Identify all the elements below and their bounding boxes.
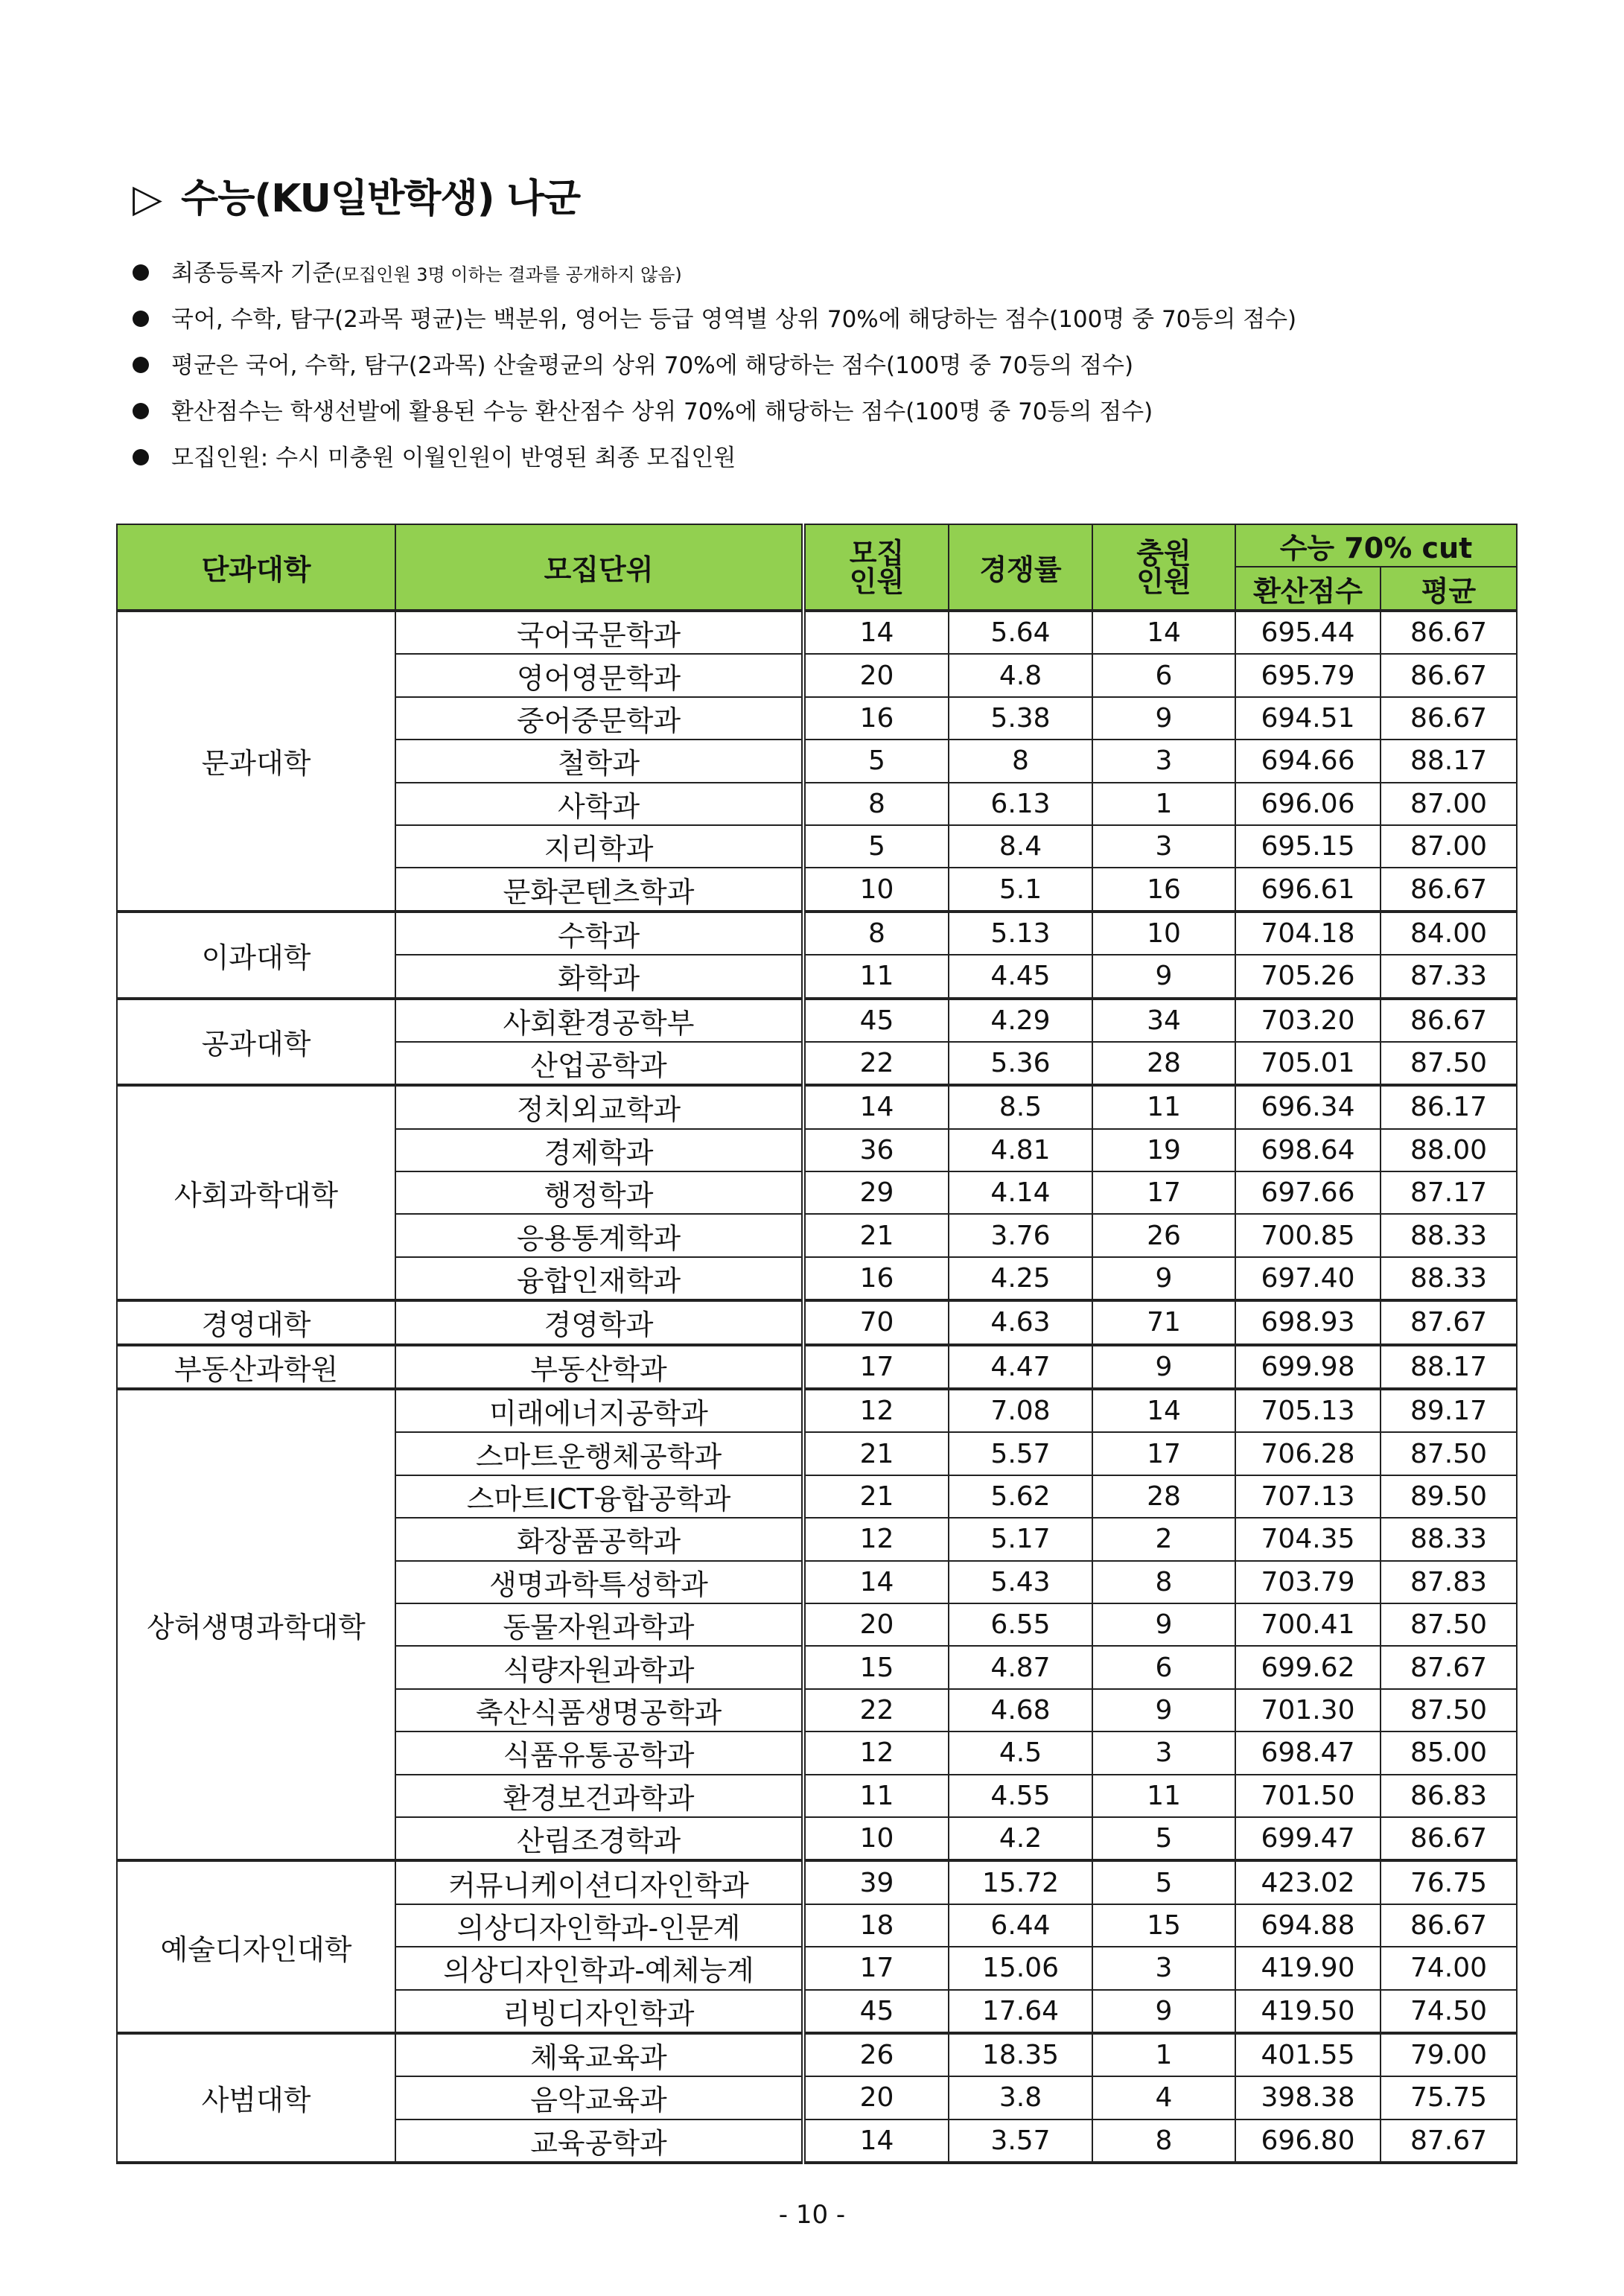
- quota-cell: 26: [803, 2033, 949, 2076]
- header-dept: 모집단위: [395, 524, 803, 611]
- table-header: [117, 524, 1517, 611]
- quota-cell: 70: [803, 1300, 949, 1344]
- quota-cell: 17: [803, 1947, 949, 1989]
- college-cell: 사회과학대학: [117, 1085, 395, 1300]
- dept-cell: 경제학과: [395, 1129, 803, 1171]
- college-cell: 상허생명과학대학: [117, 1389, 395, 1860]
- avg-cell: 86.67: [1381, 999, 1517, 1042]
- rate-cell: 4.14: [949, 1171, 1092, 1214]
- filled-cell: 3: [1092, 825, 1235, 868]
- dept-cell: 응용통계학과: [395, 1214, 803, 1256]
- dept-cell: 축산식품생명공학과: [395, 1689, 803, 1731]
- avg-cell: 88.33: [1381, 1214, 1517, 1256]
- quota-cell: 20: [803, 2076, 949, 2119]
- quota-cell: 39: [803, 1860, 949, 1904]
- quota-cell: 36: [803, 1129, 949, 1171]
- score-cell: 703.20: [1235, 999, 1381, 1042]
- dept-cell: 정치외교학과: [395, 1085, 803, 1128]
- rate-cell: 6.55: [949, 1603, 1092, 1646]
- dept-cell: 동물자원과학과: [395, 1603, 803, 1646]
- filled-cell: 5: [1092, 1817, 1235, 1860]
- rate-cell: 7.08: [949, 1389, 1092, 1432]
- score-cell: 697.40: [1235, 1257, 1381, 1300]
- score-cell: 423.02: [1235, 1860, 1381, 1904]
- dept-cell: 체육교육과: [395, 2033, 803, 2076]
- quota-cell: 22: [803, 1042, 949, 1085]
- quota-cell: 21: [803, 1432, 949, 1475]
- dept-cell: 지리학과: [395, 825, 803, 868]
- page-title-text: 수능(KU일반학생) 나군: [181, 177, 581, 221]
- table-row: [117, 999, 1517, 1042]
- rate-cell: 8.4: [949, 825, 1092, 868]
- filled-cell: 28: [1092, 1042, 1235, 1085]
- quota-cell: 11: [803, 1775, 949, 1817]
- score-cell: 419.90: [1235, 1947, 1381, 1989]
- score-cell: 699.47: [1235, 1817, 1381, 1860]
- quota-cell: 11: [803, 955, 949, 998]
- quota-cell: 10: [803, 1817, 949, 1860]
- rate-cell: 3.57: [949, 2119, 1092, 2163]
- score-cell: 704.35: [1235, 1518, 1381, 1560]
- filled-cell: 2: [1092, 1518, 1235, 1560]
- rate-cell: 3.8: [949, 2076, 1092, 2119]
- quota-cell: 16: [803, 697, 949, 740]
- notes-list: [133, 250, 1592, 481]
- rate-cell: 15.06: [949, 1947, 1092, 1989]
- score-cell: 401.55: [1235, 2033, 1381, 2076]
- avg-cell: 79.00: [1381, 2033, 1517, 2076]
- rate-cell: 5.64: [949, 611, 1092, 654]
- score-cell: 705.26: [1235, 955, 1381, 998]
- dept-cell: 수학과: [395, 912, 803, 955]
- rate-cell: 15.72: [949, 1860, 1092, 1904]
- score-cell: 704.18: [1235, 912, 1381, 955]
- dept-cell: 스마트ICT융합공학과: [395, 1475, 803, 1518]
- quota-cell: 5: [803, 740, 949, 782]
- avg-cell: 76.75: [1381, 1860, 1517, 1904]
- avg-cell: 75.75: [1381, 2076, 1517, 2119]
- dept-cell: 국어국문학과: [395, 611, 803, 654]
- score-cell: 696.34: [1235, 1085, 1381, 1128]
- page-title: [133, 167, 580, 223]
- filled-cell: 9: [1092, 1689, 1235, 1731]
- quota-cell: 45: [803, 1990, 949, 2033]
- avg-cell: 87.50: [1381, 1603, 1517, 1646]
- rate-cell: 5.13: [949, 912, 1092, 955]
- bullet-icon: [133, 403, 149, 419]
- rate-cell: 5.1: [949, 868, 1092, 911]
- rate-cell: 4.87: [949, 1646, 1092, 1688]
- dept-cell: 음악교육과: [395, 2076, 803, 2119]
- filled-cell: 8: [1092, 2119, 1235, 2163]
- note-item: [133, 435, 1592, 481]
- dept-cell: 화학과: [395, 955, 803, 998]
- avg-cell: 87.33: [1381, 955, 1517, 998]
- filled-cell: 4: [1092, 2076, 1235, 2119]
- rate-cell: 17.64: [949, 1990, 1092, 2033]
- avg-cell: 86.67: [1381, 611, 1517, 654]
- avg-cell: 87.17: [1381, 1171, 1517, 1214]
- dept-cell: 영어영문학과: [395, 654, 803, 696]
- avg-cell: 87.83: [1381, 1561, 1517, 1603]
- college-cell: 경영대학: [117, 1300, 395, 1344]
- quota-cell: 12: [803, 1731, 949, 1774]
- score-cell: 419.50: [1235, 1990, 1381, 2033]
- rate-cell: 4.25: [949, 1257, 1092, 1300]
- filled-cell: 9: [1092, 1603, 1235, 1646]
- dept-cell: 의상디자인학과-인문계: [395, 1904, 803, 1947]
- avg-cell: 88.33: [1381, 1518, 1517, 1560]
- avg-cell: 88.00: [1381, 1129, 1517, 1171]
- avg-cell: 86.67: [1381, 697, 1517, 740]
- college-cell: 문과대학: [117, 611, 395, 912]
- table-row: [117, 611, 1517, 654]
- header-score: 환산점수: [1235, 567, 1381, 611]
- avg-cell: 74.00: [1381, 1947, 1517, 1989]
- rate-cell: 3.76: [949, 1214, 1092, 1256]
- note-text: 국어, 수학, 탐구(2과목 평균)는 백분위, 영어는 등급 영역별 상위 70%에 해당하는 점수(100명 중 70등의 점수): [171, 306, 1297, 333]
- avg-cell: 87.67: [1381, 1646, 1517, 1688]
- dept-cell: 부동산학과: [395, 1345, 803, 1389]
- table-row: [117, 1085, 1517, 1128]
- results-table: [116, 524, 1518, 2164]
- avg-cell: 88.33: [1381, 1257, 1517, 1300]
- note-item: [133, 389, 1592, 435]
- rate-cell: 6.44: [949, 1904, 1092, 1947]
- filled-cell: 14: [1092, 611, 1235, 654]
- filled-cell: 71: [1092, 1300, 1235, 1344]
- dept-cell: 융합인재학과: [395, 1257, 803, 1300]
- filled-cell: 9: [1092, 1990, 1235, 2033]
- quota-cell: 29: [803, 1171, 949, 1214]
- note-item: [133, 296, 1592, 343]
- header-filled-line2: 인원: [1136, 565, 1191, 598]
- rate-cell: 4.45: [949, 955, 1092, 998]
- dept-cell: 미래에너지공학과: [395, 1389, 803, 1432]
- dept-cell: 교육공학과: [395, 2119, 803, 2163]
- filled-cell: 1: [1092, 783, 1235, 825]
- score-cell: 398.38: [1235, 2076, 1381, 2119]
- quota-cell: 10: [803, 868, 949, 911]
- score-cell: 697.66: [1235, 1171, 1381, 1214]
- avg-cell: 86.17: [1381, 1085, 1517, 1128]
- score-cell: 694.88: [1235, 1904, 1381, 1947]
- rate-cell: 5.38: [949, 697, 1092, 740]
- quota-cell: 21: [803, 1214, 949, 1256]
- quota-cell: 17: [803, 1345, 949, 1389]
- avg-cell: 74.50: [1381, 1990, 1517, 2033]
- score-cell: 696.61: [1235, 868, 1381, 911]
- header-avg: 평균: [1381, 567, 1517, 611]
- rate-cell: 8: [949, 740, 1092, 782]
- filled-cell: 3: [1092, 1731, 1235, 1774]
- avg-cell: 86.67: [1381, 654, 1517, 696]
- filled-cell: 1: [1092, 2033, 1235, 2076]
- quota-cell: 5: [803, 825, 949, 868]
- dept-cell: 산림조경학과: [395, 1817, 803, 1860]
- score-cell: 696.80: [1235, 2119, 1381, 2163]
- quota-cell: 14: [803, 611, 949, 654]
- rate-cell: 5.36: [949, 1042, 1092, 1085]
- filled-cell: 9: [1092, 697, 1235, 740]
- score-cell: 698.64: [1235, 1129, 1381, 1171]
- quota-cell: 22: [803, 1689, 949, 1731]
- dept-cell: 생명과학특성학과: [395, 1561, 803, 1603]
- quota-cell: 12: [803, 1518, 949, 1560]
- score-cell: 700.85: [1235, 1214, 1381, 1256]
- score-cell: 695.44: [1235, 611, 1381, 654]
- quota-cell: 45: [803, 999, 949, 1042]
- filled-cell: 26: [1092, 1214, 1235, 1256]
- filled-cell: 28: [1092, 1475, 1235, 1518]
- table-row: [117, 1300, 1517, 1344]
- header-rate: 경쟁률: [949, 524, 1092, 611]
- score-cell: 695.79: [1235, 654, 1381, 696]
- dept-cell: 식량자원과학과: [395, 1646, 803, 1688]
- header-cut-group: 수능 70% cut: [1235, 524, 1517, 567]
- avg-cell: 86.67: [1381, 868, 1517, 911]
- rate-cell: 5.57: [949, 1432, 1092, 1475]
- filled-cell: 15: [1092, 1904, 1235, 1947]
- avg-cell: 85.00: [1381, 1731, 1517, 1774]
- bullet-icon: [133, 357, 149, 373]
- filled-cell: 3: [1092, 1947, 1235, 1989]
- note-text: 환산점수는 학생선발에 활용된 수능 환산점수 상위 70%에 해당하는 점수(100명 중 70등의 점수): [171, 398, 1153, 425]
- quota-cell: 14: [803, 1085, 949, 1128]
- filled-cell: 11: [1092, 1775, 1235, 1817]
- avg-cell: 87.67: [1381, 2119, 1517, 2163]
- triangle-icon: ▷: [133, 177, 162, 221]
- avg-cell: 89.17: [1381, 1389, 1517, 1432]
- quota-cell: 20: [803, 654, 949, 696]
- table-row: [117, 1345, 1517, 1389]
- rate-cell: 5.62: [949, 1475, 1092, 1518]
- rate-cell: 6.13: [949, 783, 1092, 825]
- score-cell: 701.30: [1235, 1689, 1381, 1731]
- header-quota-line1: 모집: [849, 536, 905, 570]
- dept-cell: 문화콘텐츠학과: [395, 868, 803, 911]
- bullet-icon: [133, 264, 149, 281]
- rate-cell: 4.47: [949, 1345, 1092, 1389]
- note-item: [133, 250, 1592, 296]
- page-number: - 10 -: [778, 2200, 846, 2230]
- score-cell: 696.06: [1235, 783, 1381, 825]
- avg-cell: 88.17: [1381, 1345, 1517, 1389]
- note-text: 모집인원: 수시 미충원 이월인원이 반영된 최종 모집인원: [171, 445, 736, 471]
- filled-cell: 14: [1092, 1389, 1235, 1432]
- header-quota: [803, 524, 949, 611]
- filled-cell: 9: [1092, 1345, 1235, 1389]
- header-filled: [1092, 524, 1235, 611]
- quota-cell: 21: [803, 1475, 949, 1518]
- avg-cell: 86.67: [1381, 1817, 1517, 1860]
- college-cell: 부동산과학원: [117, 1345, 395, 1389]
- rate-cell: 5.17: [949, 1518, 1092, 1560]
- avg-cell: 84.00: [1381, 912, 1517, 955]
- college-cell: 공과대학: [117, 999, 395, 1086]
- score-cell: 707.13: [1235, 1475, 1381, 1518]
- rate-cell: 4.29: [949, 999, 1092, 1042]
- filled-cell: 17: [1092, 1171, 1235, 1214]
- avg-cell: 87.50: [1381, 1689, 1517, 1731]
- dept-cell: 리빙디자인학과: [395, 1990, 803, 2033]
- rate-cell: 4.55: [949, 1775, 1092, 1817]
- dept-cell: 환경보건과학과: [395, 1775, 803, 1817]
- table-row: [117, 2033, 1517, 2076]
- dept-cell: 커뮤니케이션디자인학과: [395, 1860, 803, 1904]
- avg-cell: 86.67: [1381, 1904, 1517, 1947]
- dept-cell: 경영학과: [395, 1300, 803, 1344]
- bullet-icon: [133, 449, 149, 465]
- avg-cell: 86.83: [1381, 1775, 1517, 1817]
- rate-cell: 4.68: [949, 1689, 1092, 1731]
- rate-cell: 4.81: [949, 1129, 1092, 1171]
- score-cell: 705.13: [1235, 1389, 1381, 1432]
- quota-cell: 20: [803, 1603, 949, 1646]
- rate-cell: 18.35: [949, 2033, 1092, 2076]
- college-cell: 예술디자인대학: [117, 1860, 395, 2033]
- filled-cell: 6: [1092, 654, 1235, 696]
- score-cell: 701.50: [1235, 1775, 1381, 1817]
- dept-cell: 식품유통공학과: [395, 1731, 803, 1774]
- avg-cell: 87.67: [1381, 1300, 1517, 1344]
- filled-cell: 19: [1092, 1129, 1235, 1171]
- header-college: 단과대학: [117, 524, 395, 611]
- dept-cell: 중어중문학과: [395, 697, 803, 740]
- score-cell: 699.62: [1235, 1646, 1381, 1688]
- filled-cell: 34: [1092, 999, 1235, 1042]
- avg-cell: 88.17: [1381, 740, 1517, 782]
- avg-cell: 89.50: [1381, 1475, 1517, 1518]
- dept-cell: 산업공학과: [395, 1042, 803, 1085]
- avg-cell: 87.00: [1381, 783, 1517, 825]
- table-row: [117, 912, 1517, 955]
- quota-cell: 12: [803, 1389, 949, 1432]
- dept-cell: 스마트운행체공학과: [395, 1432, 803, 1475]
- filled-cell: 11: [1092, 1085, 1235, 1128]
- rate-cell: 4.8: [949, 654, 1092, 696]
- filled-cell: 16: [1092, 868, 1235, 911]
- avg-cell: 87.50: [1381, 1042, 1517, 1085]
- score-cell: 700.41: [1235, 1603, 1381, 1646]
- score-cell: 698.47: [1235, 1731, 1381, 1774]
- rate-cell: 4.5: [949, 1731, 1092, 1774]
- filled-cell: 6: [1092, 1646, 1235, 1688]
- quota-cell: 14: [803, 1561, 949, 1603]
- rate-cell: 4.63: [949, 1300, 1092, 1344]
- score-cell: 695.15: [1235, 825, 1381, 868]
- table-row: [117, 1860, 1517, 1904]
- note-subtext: (모집인원 3명 이하는 결과를 공개하지 않음): [334, 264, 682, 285]
- score-cell: 706.28: [1235, 1432, 1381, 1475]
- table-row: [117, 1389, 1517, 1432]
- quota-cell: 14: [803, 2119, 949, 2163]
- college-cell: 사범대학: [117, 2033, 395, 2163]
- score-cell: 699.98: [1235, 1345, 1381, 1389]
- avg-cell: 87.00: [1381, 825, 1517, 868]
- bullet-icon: [133, 311, 149, 327]
- dept-cell: 철학과: [395, 740, 803, 782]
- note-item: [133, 343, 1592, 389]
- quota-cell: 8: [803, 783, 949, 825]
- rate-cell: 8.5: [949, 1085, 1092, 1128]
- rate-cell: 4.2: [949, 1817, 1092, 1860]
- quota-cell: 18: [803, 1904, 949, 1947]
- quota-cell: 15: [803, 1646, 949, 1688]
- score-cell: 694.51: [1235, 697, 1381, 740]
- filled-cell: 8: [1092, 1561, 1235, 1603]
- college-cell: 이과대학: [117, 912, 395, 999]
- avg-cell: 87.50: [1381, 1432, 1517, 1475]
- filled-cell: 17: [1092, 1432, 1235, 1475]
- filled-cell: 5: [1092, 1860, 1235, 1904]
- rate-cell: 5.43: [949, 1561, 1092, 1603]
- score-cell: 703.79: [1235, 1561, 1381, 1603]
- dept-cell: 행정학과: [395, 1171, 803, 1214]
- note-text: 평균은 국어, 수학, 탐구(2과목) 산술평균의 상위 70%에 해당하는 점수(100명 중 70등의 점수): [171, 352, 1134, 379]
- quota-cell: 8: [803, 912, 949, 955]
- score-cell: 694.66: [1235, 740, 1381, 782]
- filled-cell: 9: [1092, 1257, 1235, 1300]
- filled-cell: 9: [1092, 955, 1235, 998]
- filled-cell: 3: [1092, 740, 1235, 782]
- filled-cell: 10: [1092, 912, 1235, 955]
- dept-cell: 사학과: [395, 783, 803, 825]
- table-body: [117, 611, 1517, 2163]
- score-cell: 698.93: [1235, 1300, 1381, 1344]
- score-cell: 705.01: [1235, 1042, 1381, 1085]
- dept-cell: 의상디자인학과-예체능계: [395, 1947, 803, 1989]
- quota-cell: 16: [803, 1257, 949, 1300]
- dept-cell: 화장품공학과: [395, 1518, 803, 1560]
- header-filled-line1: 충원: [1136, 536, 1191, 570]
- dept-cell: 사회환경공학부: [395, 999, 803, 1042]
- note-text: 최종등록자 기준: [171, 260, 335, 287]
- header-quota-line2: 인원: [849, 565, 905, 598]
